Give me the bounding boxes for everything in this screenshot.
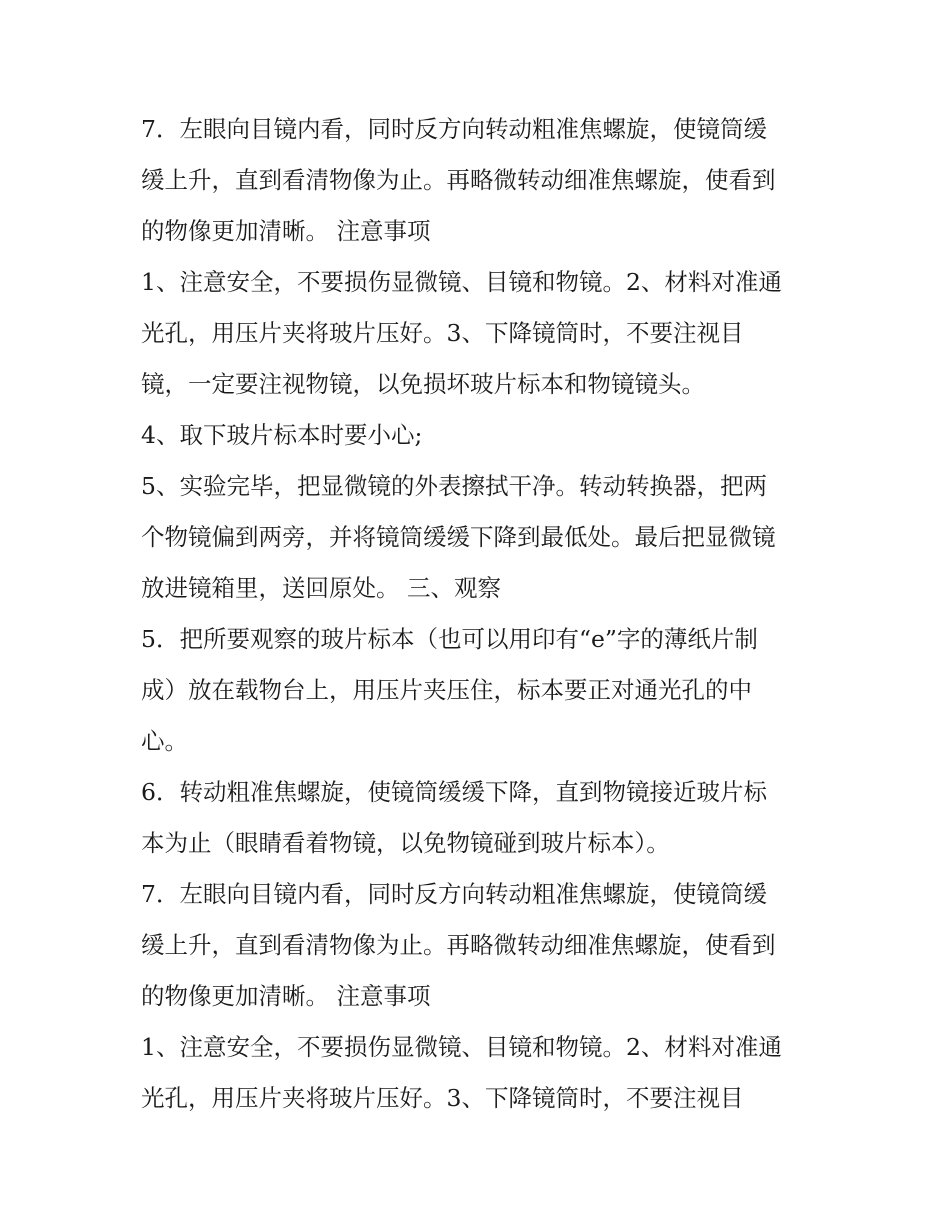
text-line: 的物像更加清晰。 注意事项 [141,217,431,245]
text-line: 本为止（眼睛看着物镜，以免物镜碰到玻片标本）。 [141,829,670,857]
text-line: 缓上升，直到看清物像为止。再略微转动细准焦螺旋，使看到 [141,166,776,194]
text-line: 成）放在载物台上，用压片夹压住，标本要正对通光孔的中 [141,676,752,704]
text-line: 放进镜箱里，送回原处。 三、观察 [141,574,501,602]
text-line: 缓上升，直到看清物像为止。再略微转动细准焦螺旋，使看到 [141,931,776,959]
text-line: 7．左眼向目镜内看，同时反方向转动粗准焦螺旋，使镜筒缓 [141,115,767,143]
text-line: 7．左眼向目镜内看，同时反方向转动粗准焦螺旋，使镜筒缓 [141,880,767,908]
text-line: 5、实验完毕，把显微镜的外表擦拭干净。转动转换器，把两 [141,472,767,500]
document-body [141,104,821,1124]
text-line: 光孔，用压片夹将玻片压好。3、下降镜筒时，不要注视目 [141,1084,744,1112]
text-line: 光孔，用压片夹将玻片压好。3、下降镜筒时，不要注视目 [141,319,744,347]
text-line: 5．把所要观察的玻片标本（也可以用印有“e”字的薄纸片制 [141,625,758,653]
text-line: 的物像更加清晰。 注意事项 [141,982,431,1010]
text-line: 镜，一定要注视物镜，以免损坏玻片标本和物镜镜头。 [141,370,705,398]
text-line: 6．转动粗准焦螺旋，使镜筒缓缓下降，直到物镜接近玻片标 [141,778,767,806]
text-line: 心。 [141,727,188,755]
text-line: 4、取下玻片标本时要小心; [141,421,423,449]
text-line: 1、注意安全，不要损伤显微镜、目镜和物镜。2、材料对准通 [141,268,782,296]
text-line: 1、注意安全，不要损伤显微镜、目镜和物镜。2、材料对准通 [141,1033,782,1061]
text-line: 个物镜偏到两旁，并将镜筒缓缓下降到最低处。最后把显微镜 [141,523,776,551]
